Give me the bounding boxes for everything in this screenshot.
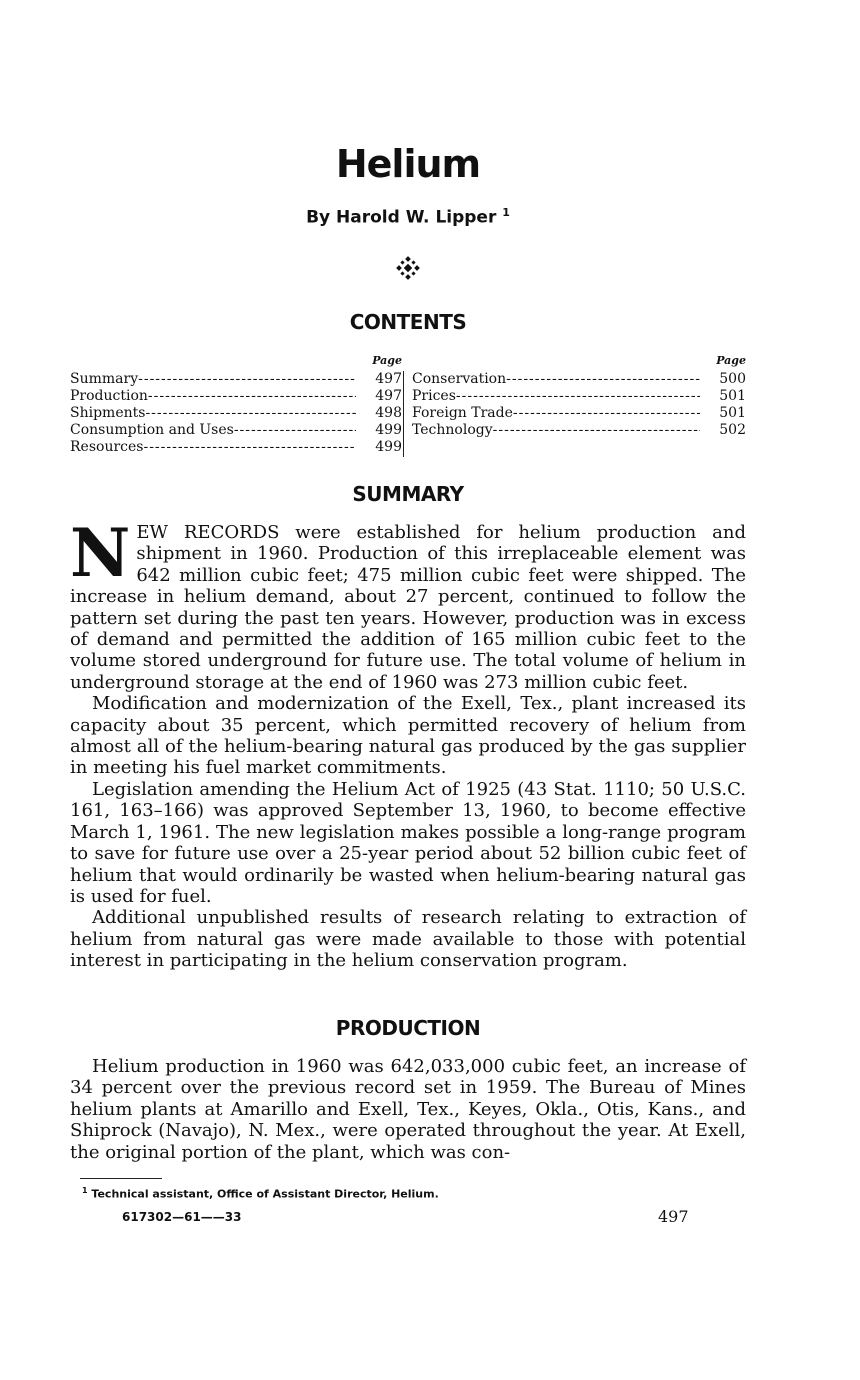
toc-entry-page: 501 (719, 405, 746, 421)
production-paragraph: Helium production in 1960 was 642,033,000 cubic feet, an increase of 34 percent over the previous record set in 1959. The Bureau of Mines helium plants at Amarillo and Exell, Tex., Keyes, Okla., Otis, Kans., and Shiprock (Navajo), N. Mex., were operated throughout the year. At Exell, the original portion of the plant, which was con- (70, 1056, 746, 1163)
summary-paragraph: Legislation amending the Helium Act of 1925 (43 Stat. 1110; 50 U.S.C. 161, 163–166) was approved September 13, 1960, to become effective March 1, 1961. The new legislation makes possible a long-range program to save for future use over a 25-year period about 52 billion cubic feet of helium that would ordinarily be wasted when helium-bearing natural gas is used for fuel. (70, 778, 746, 907)
toc-entry-page: 500 (719, 371, 746, 387)
drop-cap: N (70, 514, 131, 592)
toc-entry-page: 502 (719, 422, 746, 438)
toc-entry (70, 388, 402, 405)
toc-entry (70, 439, 402, 456)
author-name: By Harold W. Lipper (306, 207, 497, 228)
toc-entry (412, 371, 746, 388)
toc-entry-page: 501 (719, 388, 746, 404)
toc-entry-label: Technology (412, 422, 493, 438)
toc-entry (412, 405, 746, 422)
summary-heading: SUMMARY (352, 482, 464, 506)
toc-entry-page: 498 (375, 405, 402, 421)
toc-leader-dots (148, 388, 356, 405)
toc-right-column (412, 352, 746, 439)
toc-entry-label: Prices (412, 388, 456, 404)
toc-leader-dots (506, 371, 700, 388)
footnote-text: Technical assistant, Office of Assistant Director, Helium. (91, 1187, 439, 1201)
summary-paragraph: Additional unpublished results of research relating to extraction of helium from natural gas were made available to those with potential interest in participating in the helium conservation program. (70, 907, 746, 972)
toc-entry (70, 405, 402, 422)
footnote (82, 1186, 439, 1201)
toc-entry-label: Production (70, 388, 148, 404)
toc-entry (412, 388, 746, 405)
footnote-reference: 1 (502, 206, 510, 219)
toc-leader-dots (234, 422, 356, 439)
toc-entry (70, 422, 402, 439)
toc-page-label: Page (716, 354, 746, 367)
footnote-number: 1 (82, 1186, 88, 1195)
summary-paragraph: Modification and modernization of the Exell, Tex., plant increased its capacity about 35 percent, which permitted recovery of helium from almost all of the helium-bearing natural gas produced by the gas supplier in meeting his fuel market commitments. (70, 693, 746, 779)
summary-paragraph: NEW RECORDS were established for helium production and shipment in 1960. Production of this irreplaceable element was 642 million cubic feet; 475 million cubic feet were shipped. The increase in helium demand, about 27 percent, continued to follow the pattern set during the past ten years. However, production was in excess of demand and permitted the addition of 165 million cubic feet to the volume stored underground for future use. The total volume of helium in underground storage at the end of 1960 was 273 million cubic feet. (70, 514, 746, 693)
toc-leader-dots (493, 422, 700, 439)
contents-heading: CONTENTS (349, 310, 467, 334)
toc-entry-label: Conservation (412, 371, 507, 387)
toc-entry-page: 497 (375, 371, 402, 387)
summary-section (70, 514, 746, 972)
toc-entry-page: 499 (375, 422, 402, 438)
production-heading: PRODUCTION (335, 1016, 481, 1040)
toc-leader-dots (513, 405, 700, 422)
toc-leader-dots (145, 405, 356, 422)
page-number: 497 (658, 1207, 689, 1226)
print-code: 617302—61——33 (122, 1210, 242, 1224)
toc-entry-page: 499 (375, 439, 402, 455)
toc-entry (70, 371, 402, 388)
toc-entry-label: Summary (70, 371, 139, 387)
toc-page-label: Page (372, 354, 402, 367)
toc-entry-label: Consumption and Uses (70, 422, 234, 438)
ornament-icon (396, 256, 420, 280)
toc-entry (412, 422, 746, 439)
toc-left-column (70, 352, 402, 456)
toc-leader-dots (138, 371, 356, 388)
toc-entry-label: Resources (70, 439, 144, 455)
toc-divider (403, 371, 404, 457)
article-title: Helium (335, 142, 481, 186)
toc-entry-label: Shipments (70, 405, 146, 421)
toc-entry-page: 497 (375, 388, 402, 404)
toc-leader-dots (143, 439, 356, 456)
production-section (70, 1056, 746, 1163)
footnote-rule (80, 1178, 162, 1179)
byline (70, 206, 746, 228)
toc-entry-label: Foreign Trade (412, 405, 513, 421)
toc-leader-dots (456, 388, 700, 405)
